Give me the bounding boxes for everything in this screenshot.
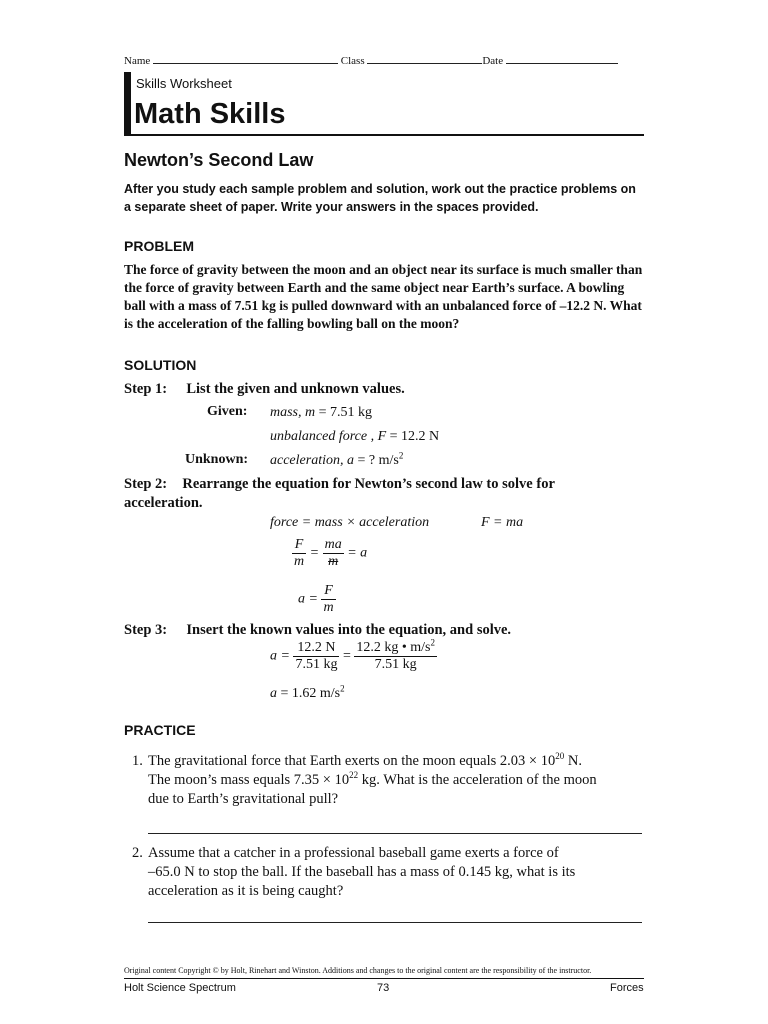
step2-text-line1: Rearrange the equation for Newton’s second law to solve for bbox=[182, 476, 555, 492]
page-number: 73 bbox=[377, 982, 390, 994]
given-mass bbox=[270, 405, 372, 421]
question-2-number: 2. bbox=[132, 845, 143, 861]
class-field[interactable] bbox=[367, 53, 482, 64]
worksheet-series: Skills Worksheet bbox=[136, 76, 232, 91]
footer-publisher: Holt Science Spectrum bbox=[124, 982, 236, 994]
footer-chapter: Forces bbox=[610, 982, 644, 994]
fraction-values-1: $\frac{12.2 N}{7.51 kg}$ bbox=[295, 640, 338, 672]
fraction-f-over-m-solved: $\frac{F}{m}$ bbox=[323, 583, 334, 615]
footer-divider bbox=[124, 978, 644, 979]
copyright-notice: Original content Copyright © by Holt, Rinehart and Winston. Additions and changes to the original content are the responsibility of the instructor. bbox=[124, 966, 592, 975]
answer-line-2[interactable] bbox=[148, 922, 642, 923]
step1-text: List the given and unknown values. bbox=[186, 381, 405, 397]
given-force-term: unbalanced force , F bbox=[270, 429, 387, 444]
title-divider bbox=[124, 134, 644, 136]
unknown-value: = ? m/s bbox=[353, 453, 399, 468]
equation-words: force = mass × acceleration bbox=[270, 515, 430, 530]
step2-text-line2: acceleration. bbox=[124, 495, 203, 511]
step2-row bbox=[124, 475, 644, 513]
equation-cancel: $\frac{F}{m}$ = $\frac{ma}{m}$ = a bbox=[294, 537, 368, 569]
equation-symbols: F = ma bbox=[481, 515, 524, 530]
fraction-ma-over-m: $\frac{ma}{m}$ bbox=[324, 537, 342, 569]
equation-answer: a = 1.62 $m/s^2$ bbox=[270, 683, 345, 701]
name-field[interactable] bbox=[153, 53, 338, 64]
equation-result: = a bbox=[347, 545, 368, 561]
equation-solved: a = $\frac{F}{m}$ bbox=[298, 583, 334, 615]
question-2: Assume that a catcher in a professional baseball game exerts a force of –65.0 N to stop the ball. If the baseball has a mass of 0.145 kg, what is its acceleration as it is being caught? bbox=[148, 845, 576, 899]
equation-substitution: a = $\frac{12.2 N}{7.51 kg}$ = $\frac{12.2 kg • m/s^2}{7.51 kg}$ bbox=[270, 637, 435, 672]
fraction-f-over-m: $\frac{F}{m}$ bbox=[294, 537, 305, 569]
step3-text: Insert the known values into the equation, and solve. bbox=[186, 622, 512, 638]
practice-heading: PRACTICE bbox=[124, 722, 196, 738]
question-1: The gravitational force that Earth exerts on the moon equals $2.03 \times 10^{20}$ N. The moon’s mass equals $7.35 \times 10^{22}$ kg. What is the acceleration of the moon due to Earth’s gravitational pull? bbox=[148, 751, 597, 807]
class-label: Class bbox=[340, 55, 365, 67]
given-mass-term: mass, m bbox=[270, 405, 316, 420]
unknown-label: Unknown: bbox=[185, 452, 249, 467]
worksheet-title: Math Skills bbox=[134, 98, 286, 130]
problem-heading: PROBLEM bbox=[124, 238, 194, 254]
given-force bbox=[270, 429, 439, 445]
given-force-value: = 12.2 N bbox=[386, 429, 440, 444]
unknown-acceleration bbox=[270, 450, 404, 469]
name-label: Name bbox=[124, 55, 151, 67]
step3-row bbox=[124, 622, 511, 639]
step3-label: Step 3: bbox=[124, 622, 168, 638]
unknown-term: acceleration, a bbox=[270, 453, 354, 468]
problem-text: The force of gravity between the moon and an object near its surface is much smaller than the force of gravity between Earth and the same object near Earth’s surface. A bowling ball with a mass of 7.51 kg is pulled downward with an unbalanced force of –12.2 N. What is the acceleration of the falling bowling ball on the moon? bbox=[124, 262, 643, 331]
title-accent-bar bbox=[124, 72, 131, 135]
date-label: Date bbox=[482, 55, 504, 67]
date-field[interactable] bbox=[506, 53, 618, 64]
answer-line-1[interactable] bbox=[148, 833, 642, 834]
section-title: Newton’s Second Law bbox=[124, 150, 314, 170]
given-mass-value: = 7.51 kg bbox=[315, 405, 373, 420]
header-fields bbox=[124, 53, 618, 67]
question-1-number: 1. bbox=[132, 753, 143, 769]
step1-row bbox=[124, 381, 405, 398]
step2-label: Step 2: bbox=[124, 476, 168, 492]
fraction-values-2: $\frac{12.2 kg • m/s^2}{7.51 kg}$ bbox=[356, 637, 435, 672]
solution-heading: SOLUTION bbox=[124, 357, 197, 373]
instructions: After you study each sample problem and solution, work out the practice problems on a separate sheet of paper. Write your answers in the spaces provided. bbox=[124, 182, 636, 214]
given-label: Given: bbox=[207, 404, 248, 419]
unknown-exponent: 2 bbox=[398, 450, 404, 461]
step1-label: Step 1: bbox=[124, 381, 168, 397]
